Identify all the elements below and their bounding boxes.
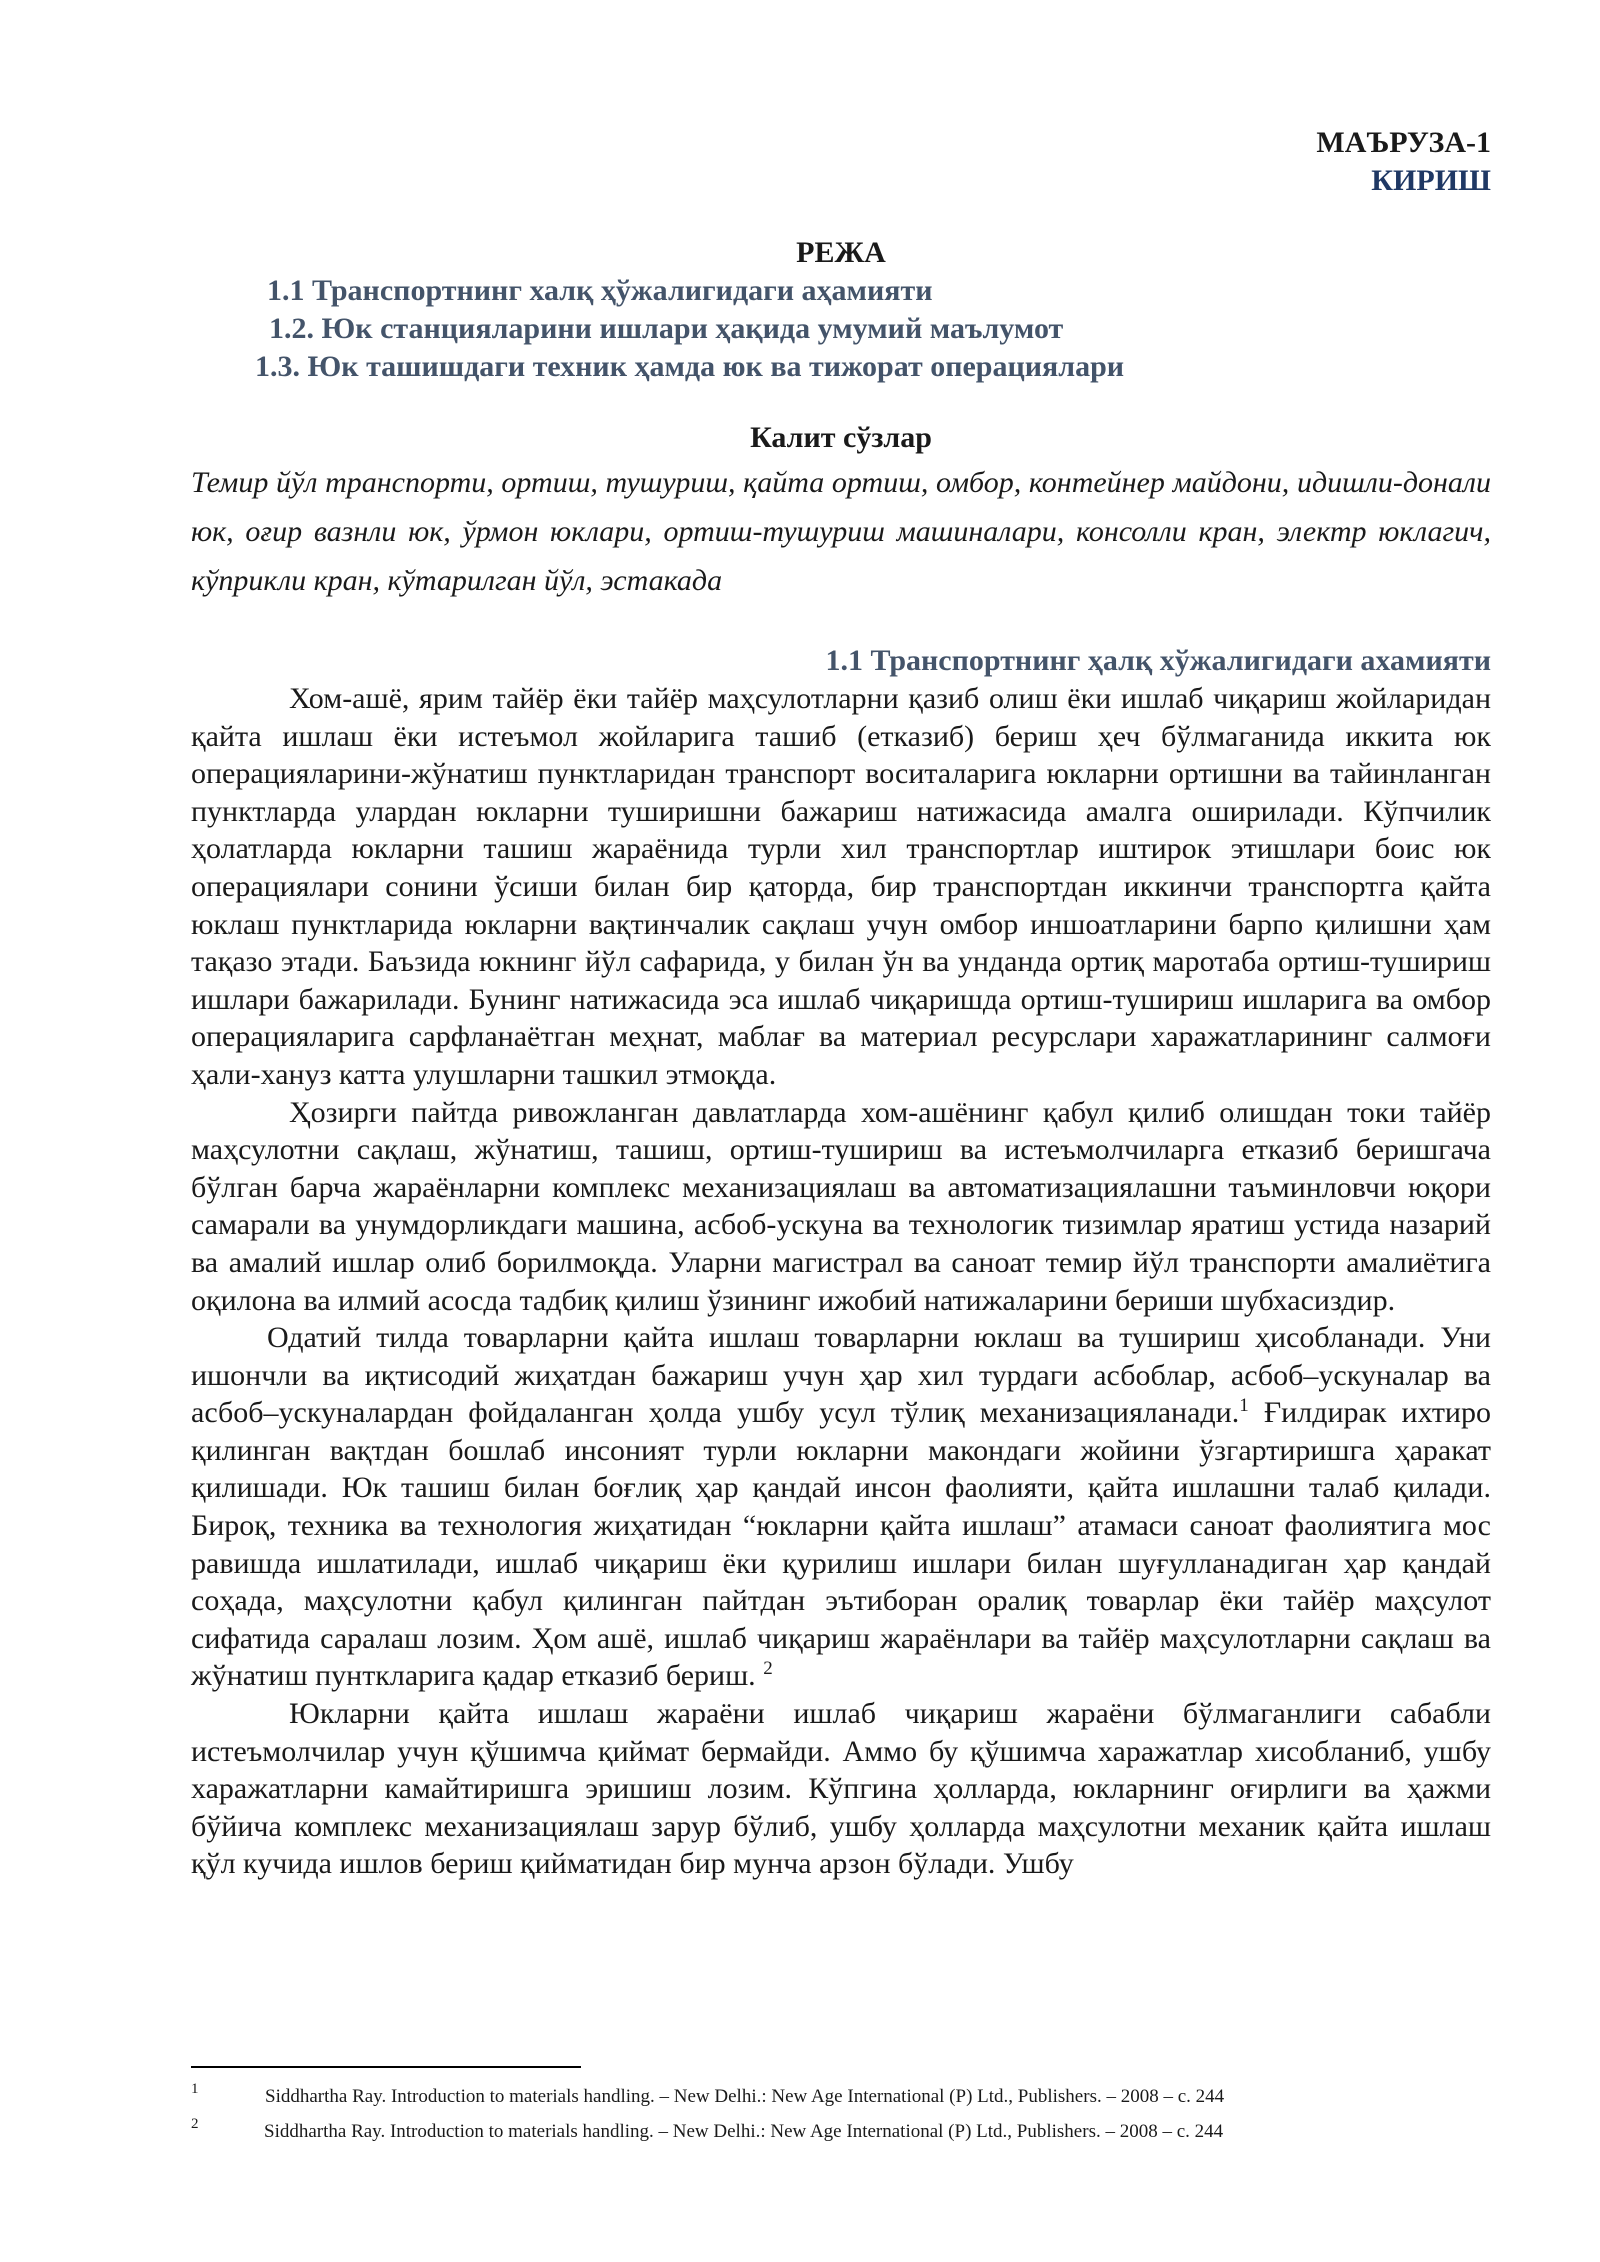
footnote-separator	[191, 2066, 581, 2068]
footnote-text: Siddhartha Ray. Introduction to materials handling. – New Delhi.: New Age International (P) Ltd., Publishers. – 2008 – с. 244	[264, 2121, 1224, 2142]
paragraph-text: Ғилдирак ихтиро қилинган вақтдан бошлаб инсоният турли юкларни макондаги жойини ўзгартиришга ҳаракат қилишади. Юк ташиш билан боғлиқ ҳар қандай инсон фаолияти, қайта ишлашни талаб қилади. Бироқ, техника ва технология жиҳатидан “юкларни қайта ишлаш” атамаси саноат фаолиятига мос равишда ишлатилади, ишлаб чиқариш ёки қурилиш ишлари билан шуғулланадиган ҳар қандай соҳада, маҳсулотни қабул қилинган пайтдан эътиборан оралиқ товарлар ёки тайёр маҳсулот сифатида саралаш лозим. Ҳом ашё, ишлаб чиқариш жараёнлари ва тайёр маҳсулотларни сақлаш ва жўнатиш пунткларига қадар етказиб бериш.	[191, 1396, 1491, 1693]
footnote-text: Siddhartha Ray. Introduction to materials handling. – New Delhi.: New Age International (P) Ltd., Publishers. – 2008 – с. 244	[265, 2086, 1225, 2107]
lecture-number: МАЪРУЗА-1	[1316, 126, 1491, 159]
keywords-title: Калит сўзлар	[750, 421, 932, 454]
plan-item: 1.2. Юк станцияларини ишлари ҳақида умумий маълумот	[269, 312, 1064, 345]
plan-title: РЕЖА	[796, 236, 886, 269]
lecture-header	[191, 124, 1491, 200]
body-paragraph: Хом-ашё, ярим тайёр ёки тайёр маҳсулотларни қазиб олиш ёки ишлаб чиқариш жойларидан қайта ишлаш ёки истеъмол жойларига ташиб (етказиб) бериш ҳеч бўлмаганида иккита юк операцияларини-жўнатиш пунктларидан транспорт воситаларига юкларни ортишни ва тайинланган пунктларда улардан юкларни туширишни бажариш натижасида амалга оширилади. Кўпчилик ҳолатларда юкларни ташиш жараёнида турли хил транспортлар иштирок этишлари боис юк операциялари сонини ўсиши билан бир қаторда, бир транспортдан иккинчи транспортга қайта юклаш пунктларида юкларни вақтинчалик сақлаш учун омбор иншоатларини барпо қилишни ҳам тақазо этади. Баъзида юкнинг йўл сафарида, у билан ўн ва унданда ортиқ маротаба ортиш-тушириш ишлари бажарилади. Бунинг натижасида эса ишлаб чиқаришда ортиш-тушириш ишларига ва омбор операцияларига сарфланаётган меҳнат, маблағ ва материал ресурслари харажатларининг салмоғи ҳали-хануз катта улушларни ташкил этмоқда.	[191, 682, 1491, 1091]
body-paragraph: Ҳозирги пайтда ривожланган давлатларда хом-ашёнинг қабул қилиб олишдан токи тайёр маҳсулотни сақлаш, жўнатиш, ташиш, ортиш-тушириш ва истеъмолчиларга етказиб беришгача бўлган барча жараёнларни комплекс механизациялаш ва автоматизациялашни таъминловчи юқори самарали ва унумдорликдаги машина, асбоб-ускуна ва технологик тизимлар яратиш устида назарий ва амалий ишлар олиб борилмоқда. Уларни магистрал ва саноат темир йўл транспорти амалиётига оқилона ва илмий асосда тадбиқ қилиш ўзининг ижобий натижаларини бериши шубхасиздир.	[191, 1095, 1491, 1317]
section-title: 1.1 Транспортнинг ҳалқ хўжалигидаги ахамияти	[825, 644, 1491, 677]
lecture-topic: КИРИШ	[1371, 164, 1491, 197]
body-paragraph: Юкларни қайта ишлаш жараёни ишлаб чиқариш жараёни бўлмаганлиги сабабли истеъмолчилар учун қўшимча қиймат бермайди. Аммо бу қўшимча харажатлар хисобланиб, ушбу харажатларни камайтиришга эришиш лозим. Кўпгина ҳолларда, юкларнинг оғирлиги ва ҳажми бўйича комплекс механизациялаш зарур бўлиб, ушбу ҳолларда маҳсулотни механик қайта ишлаш қўл кучида ишлов бериш қийматидан бир мунча арзон бўлади. Ушбу	[191, 1697, 1491, 1881]
footnote-reference[interactable]: 1	[1239, 1395, 1249, 1417]
paragraph-text: Одатий тилда товарларни қайта ишлаш товарларни юклаш ва тушириш ҳисобланади. Уни ишончли ва иқтисодий жиҳатдан бажариш учун ҳар хил турдаги асбоблар, асбоб–ускуналар ва асбоб–ускуналардан фойдаланган ҳолда ушбу усул тўлиқ механизацияланади.	[191, 1321, 1491, 1430]
plan-item: 1.1 Транспортнинг халқ ҳўжалигидаги аҳамияти	[267, 274, 933, 307]
document-page	[191, 124, 1491, 1883]
footnote-reference[interactable]: 2	[763, 1658, 773, 1680]
footnote-number: 2	[191, 2116, 199, 2132]
footnote-number: 1	[191, 2081, 199, 2097]
keywords-text: Темир йўл транспорти, ортиш, тушуриш, қайта ортиш, омбор, контейнер майдони, идишли-донали юк, оғир вазнли юк, ўрмон юклари, ортиш-тушуриш машиналари, консолли кран, электр юклагич, кўприкли кран, кўтарилган йўл, эстакада	[191, 466, 1491, 597]
body-paragraph	[191, 1319, 1491, 1695]
plan-item: 1.3. Юк ташишдаги техник ҳамда юк ва тижорат операциялари	[255, 350, 1125, 383]
